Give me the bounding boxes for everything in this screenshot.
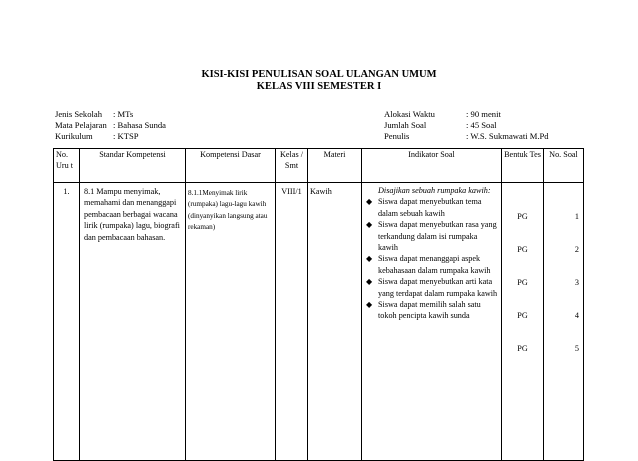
bullet-icon: ◆ [366,277,373,287]
school-info [55,109,166,142]
info-label: Jumlah Soal [384,120,427,130]
soal-number: 2 [574,245,579,254]
info-label: Mata Pelajaran [55,120,107,130]
soal-number: 1 [574,212,579,221]
info-label: Penulis [384,131,410,141]
info-value: : Bahasa Sunda [113,120,166,130]
cell-bentuk-tes [502,183,544,461]
bentuk-value: PG [517,311,528,320]
list-item: ◆ Siswa dapat memilih salah satu tokoh pencipta kawih sunda [366,300,481,321]
info-value: : MTs [113,109,134,119]
info-row [55,120,166,131]
bentuk-value: PG [517,212,528,221]
soal-number: 4 [574,311,579,320]
bullet-icon: ◆ [366,220,373,230]
bullet-icon: ◆ [366,197,373,207]
soal-number: 5 [574,344,579,353]
cell-kelas: VIII/1 [276,183,308,461]
indikator-intro: Disajikan sebuah rumpaka kawih: [378,186,491,195]
indikator-list [364,196,499,321]
cell-no: 1. [54,183,80,461]
info-value: : 90 menit [466,109,501,119]
info-row [384,109,549,120]
info-row [384,131,549,142]
cell-no-soal [544,183,584,461]
header-standar-kompetensi: Standar Kompetensi [80,149,186,183]
list-item: ◆ Siswa dapat menyebutkan tema dalam sebuah kawih [366,197,482,218]
info-value: : W.S. Sukmawati M.Pd [466,131,549,141]
info-row [55,109,166,120]
document-subtitle: KELAS VIII SEMESTER I [256,81,382,92]
info-label: Alokasi Waktu [384,109,435,119]
cell-indikator [362,183,502,461]
bentuk-value: PG [517,344,528,353]
table-header-row [54,149,584,183]
list-item: ◆ Siswa dapat menyebutkan arti kata yang terdapat dalam rumpaka kawih [366,277,498,298]
info-row [55,131,166,142]
header-indikator: Indikator Soal [362,149,502,183]
header-kompetensi-dasar: Kompetensi Dasar [186,149,276,183]
info-label: Jenis Sekolah [55,109,103,119]
info-row [384,120,549,131]
soal-number: 3 [574,278,579,287]
info-value: : 45 Soal [466,120,497,130]
exam-info [384,109,549,142]
list-item: ◆ Siswa dapat menanggapi aspek kebahasaan dalam rumpaka kawih [366,254,491,275]
info-label: Kurikulum [55,131,93,141]
header-bentuk-tes: Bentuk Tes [502,149,544,183]
bentuk-value: PG [517,278,528,287]
list-item: ◆ Siswa dapat menyebutkan rasa yang terkandung dalam isi rumpaka kawih [366,220,497,253]
bullet-icon: ◆ [366,254,373,264]
bullet-icon: ◆ [366,300,373,310]
cell-kompetensi-dasar: 8.1.1Menyimak lirik (rumpaka) lagu-lagu kawih (dinyanyikan langsung atau rekaman) [186,183,276,461]
header-no: No. Uru t [54,149,80,183]
info-value: : KTSP [113,131,139,141]
header-materi: Materi [308,149,362,183]
kisi-kisi-table [53,148,584,461]
cell-materi: Kawih [308,183,362,461]
table-row [54,183,584,461]
bentuk-value: PG [517,245,528,254]
document-title: KISI-KISI PENULISAN SOAL ULANGAN UMUM [201,69,437,80]
header-no-soal: No. Soal [544,149,584,183]
header-kelas: Kelas / Smt [276,149,308,183]
cell-standar-kompetensi: 8.1 Mampu menyimak, memahami dan menanggapi pembacaan berbagai wacana lirik (rumpaka) lagu, biografi dan pembacaan bahasan. [80,183,186,461]
